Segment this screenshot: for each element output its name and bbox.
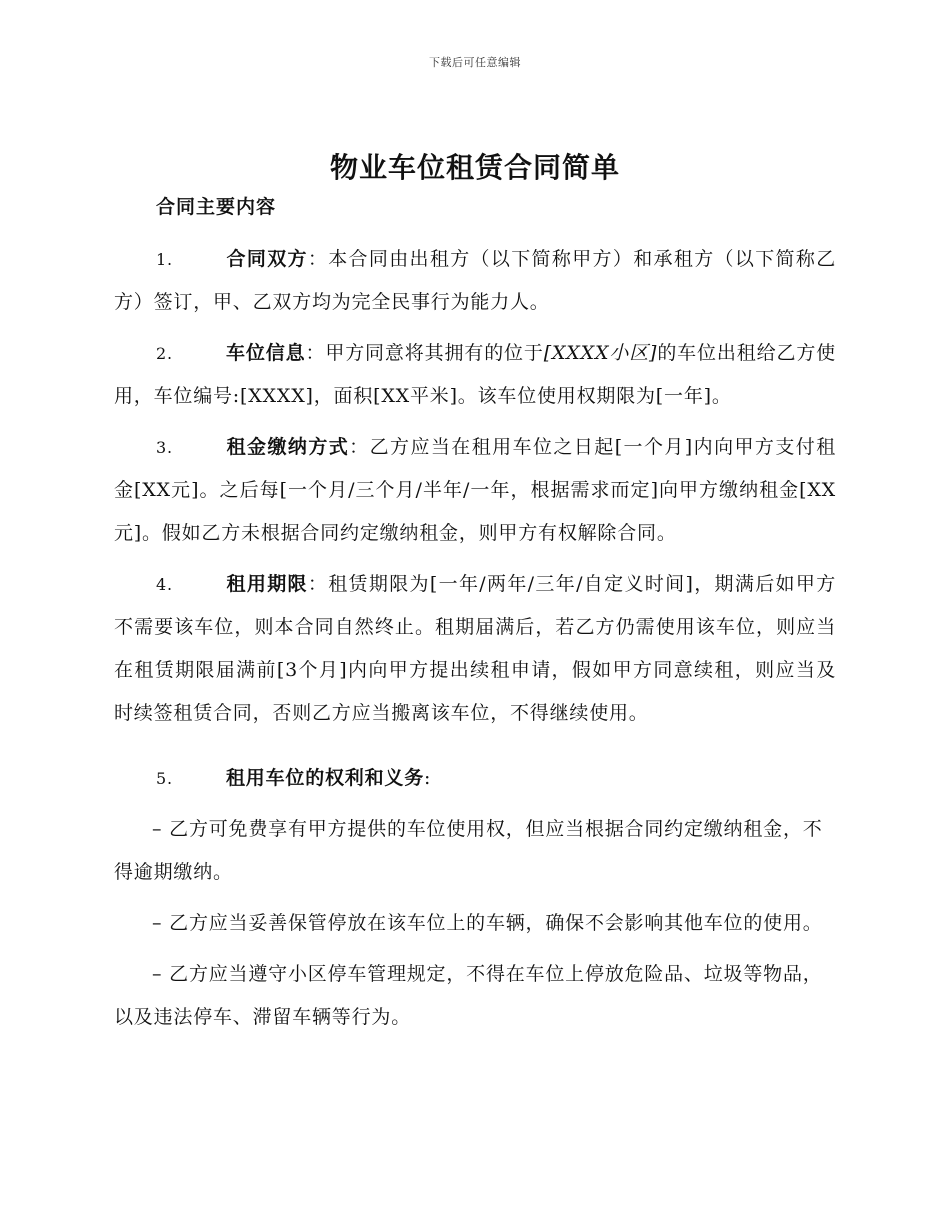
clause-number: 5. [156, 769, 173, 788]
section-heading: 合同主要内容 [156, 196, 277, 218]
clause-1 [114, 238, 836, 324]
clause-number: 2. [156, 344, 173, 363]
clause-3 [114, 426, 836, 555]
clause-text-before: 甲方同意将其拥有的位于 [325, 342, 544, 364]
clause-5 [114, 757, 836, 800]
clause-text: 租赁期限为[一年/两年/三年/自定义时间]，期满后如甲方不需要该车位，则本合同自然终止。租期届满后，若乙方仍需使用该车位，则应当在租赁期限届满前[3个月]内向甲方提出续租申请，假如甲方同意续租，则应当及时续签租赁合同，否则乙方应当搬离该车位，不得继续使用。 [114, 573, 836, 724]
page-header-note: 下载后可任意编辑 [429, 56, 521, 69]
bullet-item: – 乙方可免费享有甲方提供的车位使用权，但应当根据合同约定缴纳租金，不得逾期缴纳。 [114, 818, 823, 883]
clause-2 [114, 332, 836, 418]
clause-text-italic: [XXXX小区] [543, 342, 658, 364]
bullet-item: – 乙方应当妥善保管停放在该车位上的车辆，确保不会影响其他车位的使用。 [152, 912, 823, 934]
clause-text: 本合同由出租方（以下简称甲方）和承租方（以下简称乙方）签订，甲、乙双方均为完全民事行为能力人。 [114, 248, 836, 313]
document-title: 物业车位租赁合同简单 [329, 151, 620, 184]
clause-text-after: 的车位出租给乙方使用，车位编号:[XXXX]，面积[XX平米]。该车位使用权期限为[一年]。 [114, 342, 836, 407]
clause-text: 乙方应当在租用车位之日起[一个月]内向甲方支付租金[XX元]。之后每[一个月/三个月/半年/一年，根据需求而定]向甲方缴纳租金[XX元]。假如乙方未根据合同约定缴纳租金，则甲方有权解除合同。 [114, 436, 836, 544]
clause-colon: : [424, 767, 432, 789]
clause-colon: ： [307, 248, 329, 270]
clause-colon: ： [307, 573, 329, 595]
clause-number: 4. [156, 575, 173, 594]
clause-term: 租金缴纳方式 [226, 436, 350, 458]
clause-colon: ： [349, 436, 370, 458]
document-body [114, 238, 836, 1047]
clause-term: 租用期限 [226, 573, 308, 595]
clause-colon: ： [305, 342, 326, 364]
clause-number: 3. [156, 438, 173, 457]
clause-term: 合同双方 [226, 248, 308, 270]
clause-4 [114, 563, 836, 735]
clause-term: 车位信息 [226, 342, 306, 364]
clause-term: 租用车位的权利和义务 [226, 767, 425, 789]
bullet-item: – 乙方应当遵守小区停车管理规定，不得在车位上停放危险品、垃圾等物品，以及违法停车、滞留车辆等行为。 [114, 963, 823, 1028]
clause-number: 1. [156, 250, 173, 269]
